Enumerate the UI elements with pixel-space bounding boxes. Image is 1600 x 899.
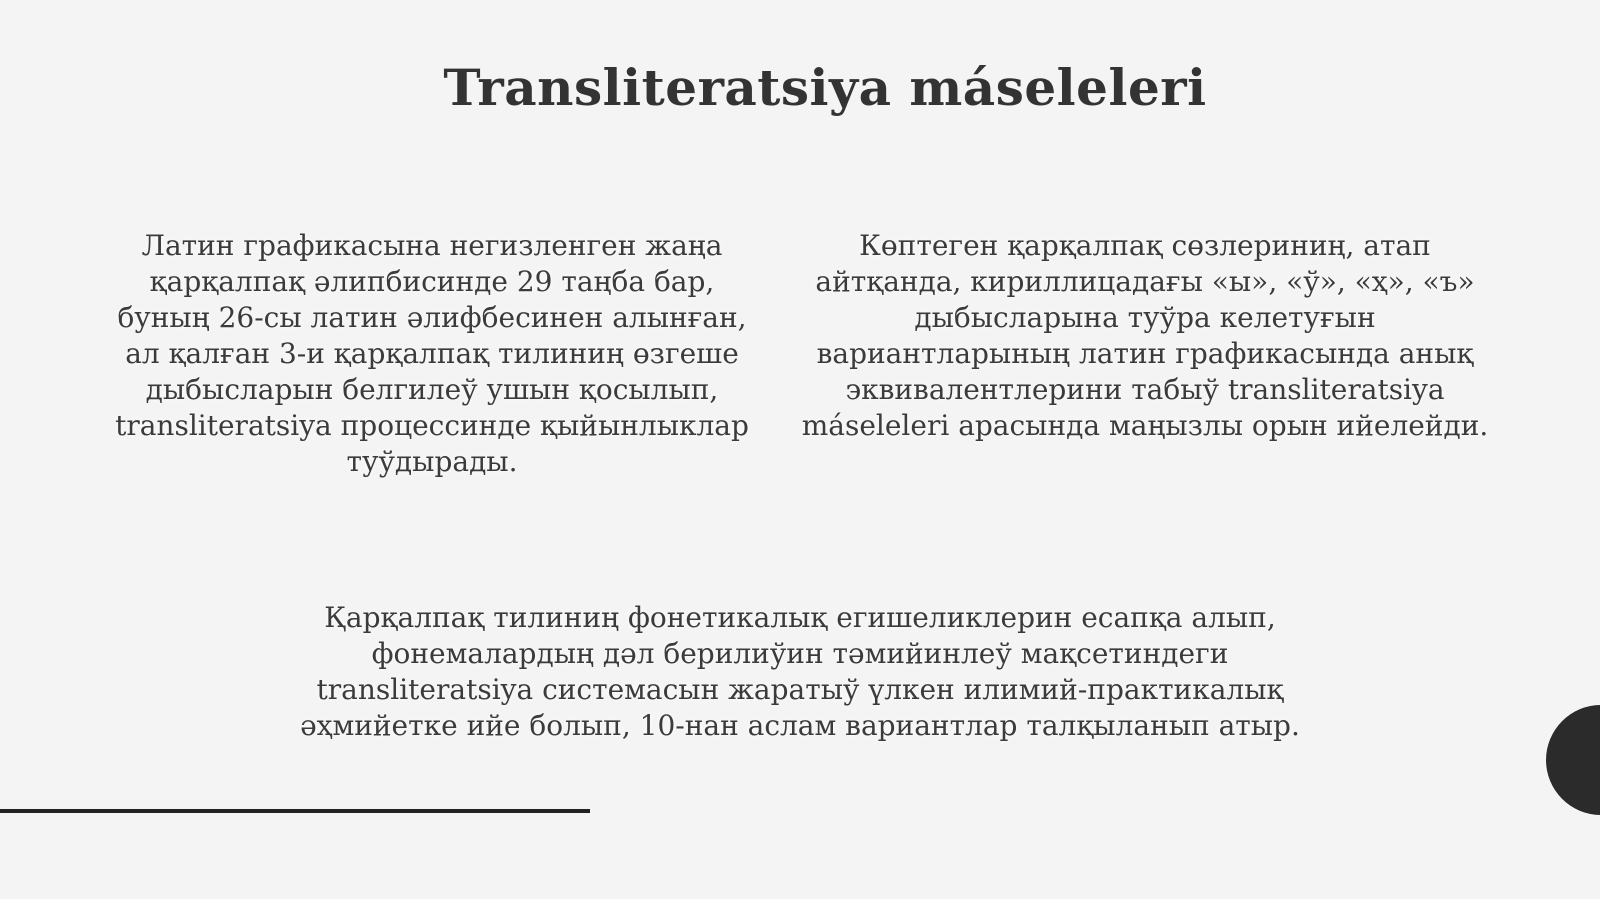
slide-title: Transliteratsiya máseleleri xyxy=(443,58,1207,117)
paragraph-bottom: Қарқалпақ тилиниң фонетикалық егишеликлерин есапқа алып, фонемалардың дәл берилиўин тәмийинлеў мақсетиндеги transliteratsiya системасын жаратыў үлкен илимий-практикалық әҳмийетке ийе болып, 10-нан аслам вариантлар талқыланып атыр. xyxy=(300,601,1300,742)
decorative-divider-line xyxy=(0,809,590,813)
decorative-half-circle xyxy=(1546,705,1600,815)
paragraph-right: Көптеген қарқалпақ сөзлериниң, атап айтқанда, кириллицадағы «ы», «ў», «ҳ», «ъ» дыбысларына туўра келетуғын вариантларының латин графикасында анық эквивалентлерини табыў transliteratsiya máseleleri арасында маңызлы орын ийелейди. xyxy=(801,229,1489,442)
paragraph-left: Латин графикасына негизленген жаңа қарқалпақ әлипбисинде 29 таңба бар, буның 26-сы латин әлифбесинен алынған, ал қалған 3-и қарқалпақ тилиниң өзгеше дыбысларын белгилеў ушын қосылып, transliteratsiya процессинде қыйынлыклар туўдырады. xyxy=(115,229,749,478)
